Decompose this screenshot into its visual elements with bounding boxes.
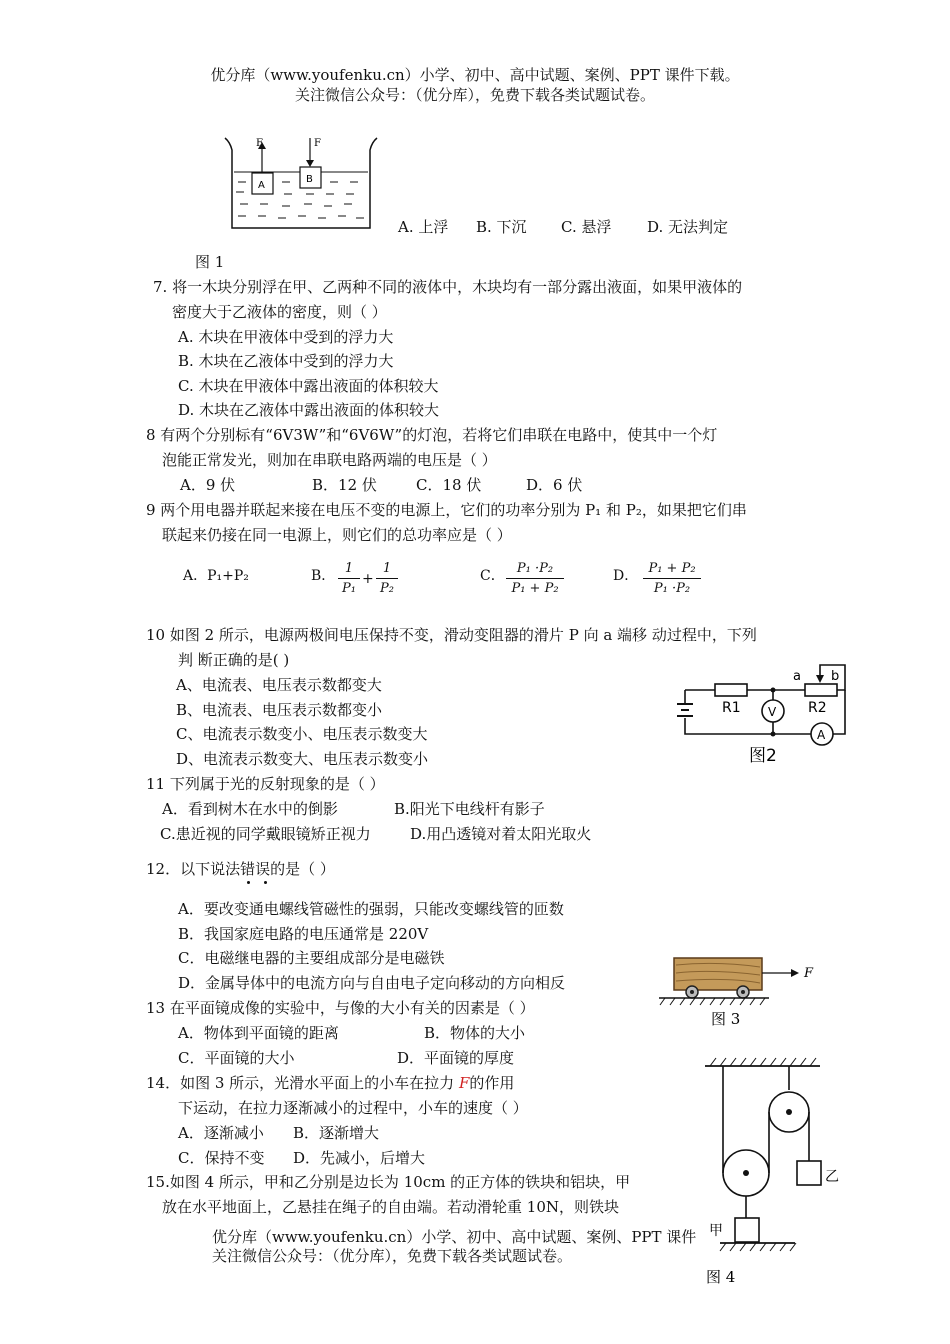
q7-option-d: D. 木块在乙液体中露出液面的体积较大 (178, 401, 440, 419)
q6-option-c: C. 悬浮 (561, 218, 612, 236)
q9-stem-line-2: 联起来仍接在同一电源上，则它们的总功率应是（ ） (162, 526, 512, 544)
q14-option-b: B．逐渐增大 (293, 1124, 380, 1142)
q14-option-c: C．保持不变 (178, 1149, 265, 1167)
q10-stem-line-2: 判 断正确的是( ) (178, 651, 290, 669)
label-a: a (793, 669, 801, 684)
figure-1-beaker (222, 130, 382, 235)
label-yi: 乙 (825, 1169, 839, 1185)
emphasis-dot (247, 881, 250, 884)
label-b: b (831, 669, 840, 684)
fraction-denominator: P₁ (342, 581, 356, 596)
figure-2-circuit (675, 660, 865, 770)
q14-stem-line-2: 下运动，在拉力逐渐减小的过程中，小车的速度（ ） (178, 1099, 528, 1117)
q11-option-a: A．看到树木在水中的倒影 (162, 800, 338, 818)
fig3-force-label: F (804, 966, 814, 981)
block-yi (797, 1161, 821, 1185)
q14-option-d: D．先减小，后增大 (293, 1149, 426, 1167)
q12-option-b: B．我国家庭电路的电压通常是 220V (178, 925, 429, 943)
header-line-2: 关注微信公众号：（优分库），免费下载各类试题试卷。 (294, 86, 655, 104)
q7-option-a: A. 木块在甲液体中受到的浮力大 (178, 328, 394, 346)
q12-option-d: D．金属导体中的电流方向与自由电子定向移动的方向相反 (178, 974, 566, 992)
force-label-f1: F (256, 138, 263, 149)
resistor-r2 (805, 684, 837, 696)
q10-option-a: A、电流表、电压表示数都变大 (176, 676, 382, 694)
label-r2: R2 (808, 700, 827, 716)
footer-line-1: 优分库（www.youfenku.cn）小学、初中、高中试题、案例、PPT 课件 (212, 1228, 697, 1246)
q9-option-b-fraction-2 (376, 562, 398, 595)
q9-option-c-fraction (506, 562, 564, 595)
label-jia: 甲 (709, 1223, 723, 1239)
q9-option-b-fraction-1 (338, 562, 360, 595)
emphasis-dot (264, 881, 267, 884)
footer-line-2: 关注微信公众号：（优分库），免费下载各类试题试卷。 (212, 1247, 573, 1265)
q9-stem-line-1: 9 两个用电器并联起来接在电压不变的电源上，它们的功率分别为 P₁ 和 P₂，如果把它们串 (146, 501, 747, 519)
q10-option-b: B、电流表、电压表示数都变小 (176, 701, 383, 719)
q9-option-b-plus: + (362, 571, 374, 587)
label-r1: R1 (722, 700, 741, 716)
header-line-1: 优分库（www.youfenku.cn）小学、初中、高中试题、案例、PPT 课件下载。 (210, 66, 740, 84)
q12-option-a: A．要改变通电螺线管磁性的强弱，只能改变螺线管的匝数 (178, 900, 564, 918)
q13-option-b: B．物体的大小 (424, 1024, 526, 1042)
figure-4-pulley-system (700, 1050, 850, 1290)
fraction-numerator: P₁ ·P₂ (516, 561, 554, 576)
q11-option-c: C.患近视的同学戴眼镜矫正视力 (160, 825, 371, 843)
q13-option-a: A．物体到平面镜的距离 (178, 1024, 339, 1042)
q10-option-d: D、电流表示数变大、电压表示数变小 (176, 750, 429, 768)
q14-stem-force: F (458, 1074, 470, 1092)
figure-4-caption: 图 4 (706, 1268, 736, 1286)
label-v: V (768, 705, 777, 719)
q9-option-d-fraction (643, 562, 701, 595)
q11-option-d: D.用凸透镜对着太阳光取火 (410, 825, 592, 843)
figure-2-caption: 图2 (749, 746, 777, 766)
q7-stem-line-1: 7. 将一木块分别浮在甲、乙两种不同的液体中，木块均有一部分露出液面，如果甲液体的 (153, 278, 743, 296)
q9-option-c-label: C． (480, 568, 505, 584)
q13-option-d: D．平面镜的厚度 (397, 1049, 515, 1067)
q6-option-b: B. 下沉 (476, 218, 527, 236)
figure-3-cart (657, 955, 827, 1030)
q11-stem: 11 下列属于光的反射现象的是（ ） (146, 775, 385, 793)
q9-option-b-label: B． (311, 568, 336, 584)
q8-option-d: D．6 伏 (526, 476, 583, 494)
q11-option-b: B.阳光下电线杆有影子 (394, 800, 545, 818)
q15-stem-line-2: 放在水平地面上，乙悬挂在绳子的自由端。若动滑轮重 10N，则铁块 (162, 1198, 619, 1216)
q14-stem-line-1 (146, 1076, 514, 1091)
fraction-denominator: P₁ + P₂ (511, 581, 559, 596)
q10-stem-line-1: 10 如图 2 所示，电源两极间电压保持不变，滑动变阻器的滑片 P 向 a 端移 动过程中，下列 (146, 626, 757, 644)
fraction-denominator: P₂ (380, 581, 394, 596)
q8-stem-line-1: 8 有两个分别标有“6V3W”和“6V6W”的灯泡，若将它们串联在电路中，使其中一个灯 (146, 426, 718, 444)
q7-option-c: C. 木块在甲液体中露出液面的体积较大 (178, 377, 439, 395)
resistor-r1 (715, 684, 747, 696)
q10-option-c: C、电流表示数变小、电压表示数变大 (176, 725, 428, 743)
q13-option-c: C．平面镜的大小 (178, 1049, 295, 1067)
block-label-b: B (306, 174, 313, 185)
fraction-numerator: 1 (344, 561, 354, 576)
q9-option-a: A．P₁+P₂ (183, 568, 249, 584)
q9-option-d-label: D． (613, 568, 639, 584)
figure-3-caption: 图 3 (711, 1010, 741, 1028)
q14-stem-text-a: 14．如图 3 所示，光滑水平面上的小车在拉力 (146, 1074, 459, 1092)
q8-option-a: A．9 伏 (180, 476, 236, 494)
q8-option-c: C．18 伏 (416, 476, 482, 494)
block-label-a: A (258, 180, 265, 191)
fraction-denominator: P₁ ·P₂ (653, 581, 691, 596)
q12-stem: 12．以下说法错误的是（ ） (146, 860, 335, 878)
q7-stem-line-2: 密度大于乙液体的密度，则（ ） (172, 303, 387, 321)
q15-stem-line-1: 15.如图 4 所示，甲和乙分别是边长为 10cm 的正方体的铁块和铝块，甲 (146, 1173, 631, 1191)
q13-stem: 13 在平面镜成像的实验中，与像的大小有关的因素是（ ） (146, 999, 535, 1017)
q8-option-b: B．12 伏 (312, 476, 377, 494)
q6-option-d: D. 无法判定 (647, 218, 729, 236)
q7-option-b: B. 木块在乙液体中受到的浮力大 (178, 352, 394, 370)
figure-1-caption: 图 1 (195, 253, 225, 271)
block-jia (735, 1218, 759, 1242)
force-label-f2: F (314, 138, 321, 149)
q14-stem-text-b: 的作用 (469, 1074, 515, 1092)
q14-option-a: A．逐渐减小 (178, 1124, 264, 1142)
q6-option-a: A. 上浮 (398, 218, 449, 236)
q8-stem-line-2: 泡能正常发光，则加在串联电路两端的电压是（ ） (162, 451, 497, 469)
fraction-numerator: P₁ + P₂ (648, 561, 696, 576)
label-ammeter: A (817, 728, 826, 742)
q12-option-c: C．电磁继电器的主要组成部分是电磁铁 (178, 949, 445, 967)
fraction-numerator: 1 (382, 561, 392, 576)
